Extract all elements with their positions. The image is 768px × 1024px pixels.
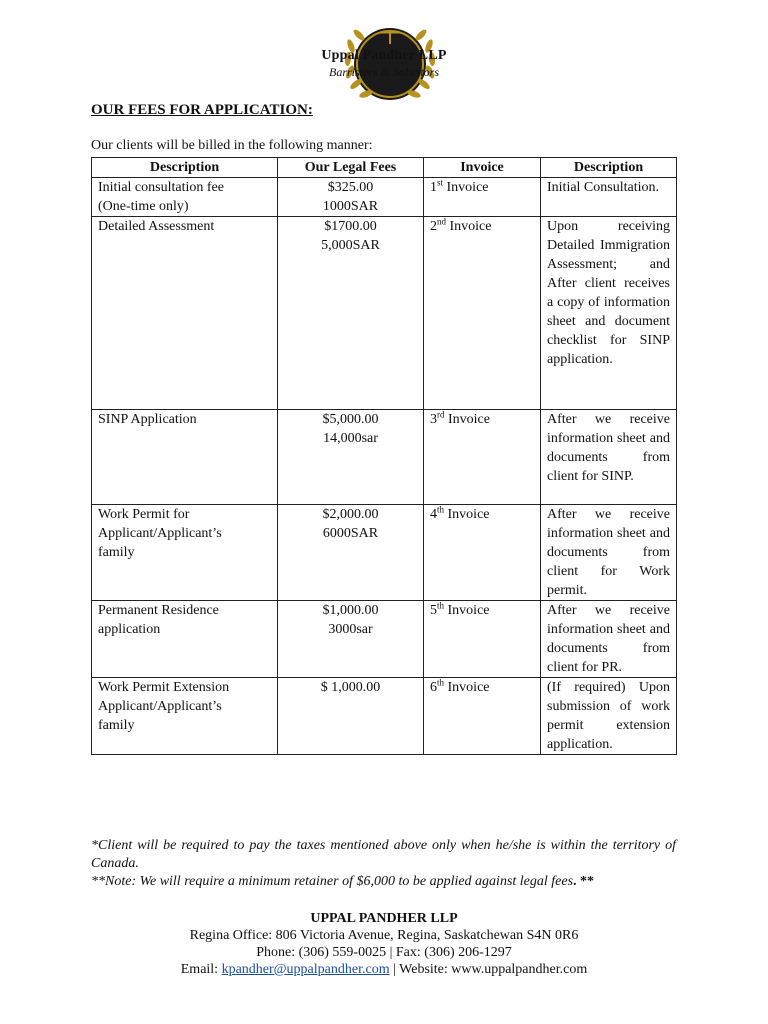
- cell-description: [92, 505, 278, 601]
- fee-amount: 6000SAR: [322, 526, 379, 541]
- table-row: [92, 505, 677, 601]
- fee-amount: $325.00: [327, 180, 374, 195]
- footer-office-address: Regina Office: 806 Victoria Avenue, Regina, Saskatchewan S4N 0R6: [189, 928, 579, 943]
- cell-invoice-detail: After we receive information sheet and documents from client for Work permit.: [541, 505, 677, 601]
- retainer-note-text: **Note: We will require a minimum retainer of $6,000 to be applied against legal fees: [91, 874, 574, 889]
- description-line: family: [98, 718, 135, 733]
- table-row: [92, 217, 677, 410]
- column-header-description: Description: [92, 158, 278, 178]
- cell-invoice-detail: Initial Consultation.: [541, 178, 677, 217]
- cell-description: [92, 410, 278, 505]
- footer-firm-name: UPPAL PANDHER LLP: [310, 911, 458, 926]
- cell-legal-fees: [278, 505, 424, 601]
- footer-contact: [0, 961, 768, 978]
- table-row: [92, 410, 677, 505]
- firm-tagline: Barristers & Solicitors: [328, 65, 439, 79]
- cell-invoice: [424, 178, 541, 217]
- fee-amount: $5,000.00: [322, 412, 379, 427]
- cell-description: [92, 678, 278, 755]
- column-header-invoice: Invoice: [424, 158, 541, 178]
- cell-legal-fees: [278, 678, 424, 755]
- invoice-ordinal: st: [437, 177, 444, 188]
- invoice-word: Invoice: [446, 219, 492, 234]
- description-line: Applicant/Applicant’s: [98, 699, 222, 714]
- retainer-note-suffix: . **: [573, 874, 595, 889]
- fees-table: [91, 157, 677, 755]
- cell-invoice: [424, 410, 541, 505]
- email-link[interactable]: kpandher@uppalpandher.com: [221, 962, 390, 977]
- description-line: Detailed Assessment: [98, 219, 215, 234]
- invoice-word: Invoice: [444, 680, 490, 695]
- cell-invoice: [424, 601, 541, 678]
- invoice-number: 3: [430, 412, 437, 427]
- firm-laurel-logo: [334, 22, 446, 106]
- invoice-word: Invoice: [444, 412, 490, 427]
- cell-description: [92, 601, 278, 678]
- column-header-legal-fees: Our Legal Fees: [278, 158, 424, 178]
- invoice-ordinal: th: [437, 600, 445, 611]
- invoice-ordinal: nd: [437, 216, 446, 227]
- description-line: Initial consultation fee: [98, 180, 224, 195]
- invoice-ordinal: th: [437, 504, 445, 515]
- cell-invoice-detail: After we receive information sheet and documents from client for SINP.: [541, 410, 677, 505]
- invoice-word: Invoice: [444, 507, 490, 522]
- description-line: Work Permit for: [98, 507, 190, 522]
- fee-amount: 3000sar: [328, 622, 373, 637]
- cell-legal-fees: [278, 601, 424, 678]
- cell-invoice-detail: Upon receiving Detailed Immigration Assessment; and After client receives a copy of information sheet and document checklist for SINP application.: [541, 217, 677, 410]
- description-line: Applicant/Applicant’s: [98, 526, 222, 541]
- invoice-number: 5: [430, 603, 437, 618]
- invoice-number: 4: [430, 507, 437, 522]
- invoice-word: Invoice: [444, 603, 490, 618]
- footer-phone-fax: Phone: (306) 559-0025 | Fax: (306) 206-1297: [256, 945, 512, 960]
- cell-invoice-detail: After we receive information sheet and documents from client for PR.: [541, 601, 677, 678]
- invoice-number: 6: [430, 680, 437, 695]
- fee-amount: $ 1,000.00: [320, 680, 381, 695]
- footer-website: | Website: www.uppalpandher.com: [389, 962, 588, 977]
- table-row: [92, 601, 677, 678]
- cell-legal-fees: [278, 178, 424, 217]
- fee-amount: $1,000.00: [322, 603, 379, 618]
- cell-description: [92, 217, 278, 410]
- fee-amount: 14,000sar: [323, 431, 378, 446]
- fee-amount: 5,000SAR: [321, 238, 380, 253]
- invoice-ordinal: rd: [437, 409, 445, 420]
- cell-description: [92, 178, 278, 217]
- cell-invoice: [424, 217, 541, 410]
- description-line: Work Permit Extension: [98, 680, 230, 695]
- footnotes: [91, 837, 676, 891]
- invoice-number: 2: [430, 219, 437, 234]
- table-row: [92, 678, 677, 755]
- invoice-word: Invoice: [443, 180, 489, 195]
- description-line: SINP Application: [98, 412, 197, 427]
- cell-legal-fees: [278, 217, 424, 410]
- page-heading: OUR FEES FOR APPLICATION:: [91, 102, 313, 118]
- firm-name: Uppal Pandher LLP: [321, 48, 447, 63]
- description-line: family: [98, 545, 135, 560]
- cell-invoice-detail: (If required) Upon submission of work permit extension application.: [541, 678, 677, 755]
- column-header-detail: Description: [541, 158, 677, 178]
- retainer-note: [91, 873, 676, 891]
- tax-note: *Client will be required to pay the taxes mentioned above only when he/she is within the territory of Canada.: [91, 838, 676, 871]
- fee-amount: $2,000.00: [322, 507, 379, 522]
- footer-email-label: Email:: [180, 962, 222, 977]
- letterhead: [0, 22, 768, 106]
- table-row: [92, 178, 677, 217]
- invoice-number: 1: [430, 180, 437, 195]
- cell-invoice: [424, 505, 541, 601]
- description-line: (One-time only): [98, 199, 189, 214]
- description-line: application: [98, 622, 161, 637]
- table-header-row: [92, 158, 677, 178]
- fee-amount: $1700.00: [324, 219, 377, 234]
- fee-amount: 1000SAR: [322, 199, 379, 214]
- description-line: Permanent Residence: [98, 603, 219, 618]
- invoice-ordinal: th: [437, 677, 445, 688]
- cell-legal-fees: [278, 410, 424, 505]
- cell-invoice: [424, 678, 541, 755]
- letterhead-footer: [0, 910, 768, 978]
- intro-text: Our clients will be billed in the following manner:: [91, 138, 373, 153]
